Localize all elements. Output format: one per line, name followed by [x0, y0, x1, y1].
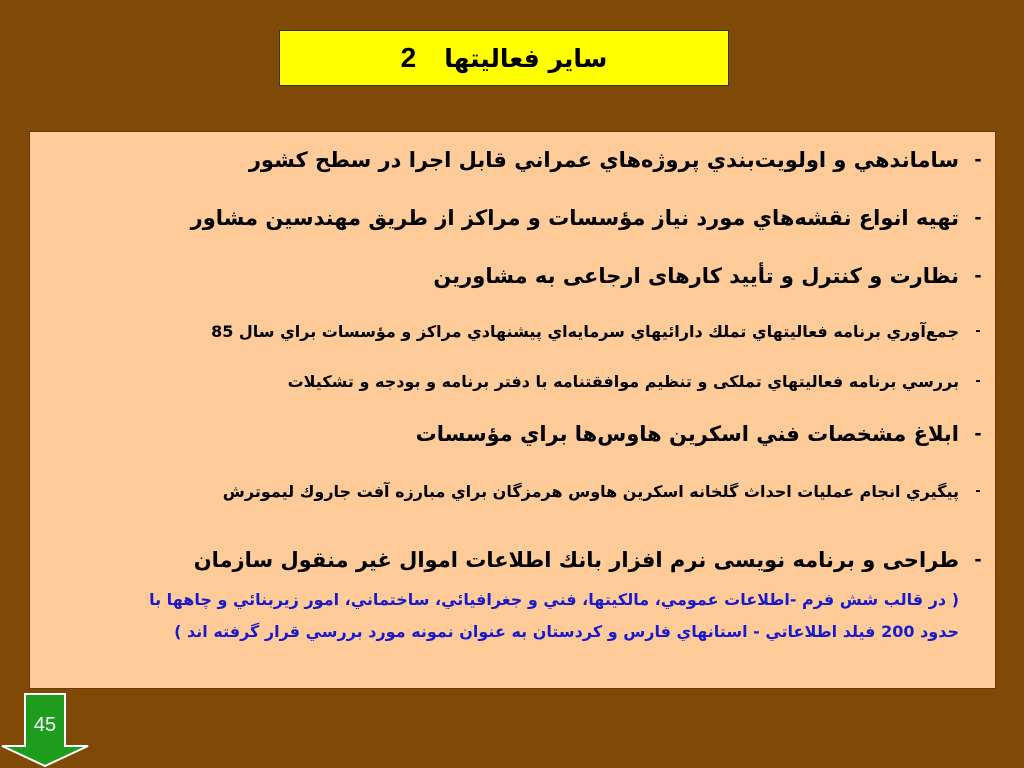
- bullet-dash: -: [975, 482, 981, 499]
- bullet-dash: -: [974, 264, 982, 287]
- note-line: حدود 200 فيلد اطلاعاتي - استانهاي فارس و كردستان به عنوان نمونه مورد بررسي قرار گرفته اند ): [174, 622, 959, 641]
- list-item-text: جمع‌آوري برنامه فعاليتهاي تملك دارائيهاي سرمايه‌اي پيشنهادي مراكز و مؤسسات براي سال 85: [211, 322, 959, 341]
- list-item-text: پيگيري انجام عمليات احداث گلخانه اسكرين هاوس هرمزگان براي مبارزه آفت جاروك ليموترش: [222, 482, 959, 501]
- list-item-text: طراحی و برنامه نويسی نرم افزار بانك اطلاعات اموال غير منقول سازمان: [193, 548, 959, 572]
- slide-title: [279, 30, 729, 86]
- list-item-text: ساماندهي و اولويت‌بندي پروژه‌هاي عمراني قابل اجرا در سطح كشور: [248, 148, 959, 172]
- content-panel: [29, 131, 996, 689]
- list-item-text: بررسي برنامه فعاليتهاي تملكی و تنظيم موافقتنامه با دفتر برنامه و بودجه و تشكيلات: [287, 372, 959, 391]
- slide-title-text: سایر فعالیتها: [444, 43, 608, 73]
- bullet-dash: -: [974, 206, 982, 229]
- page-number: 45: [33, 714, 57, 736]
- slide-title-number: 2: [400, 42, 417, 73]
- bullet-dash: -: [975, 322, 981, 339]
- list-item-text: تهيه انواع نقشه‌هاي مورد نياز مؤسسات و مراكز از طريق مهندسين مشاور: [190, 206, 959, 230]
- bullet-dash: -: [974, 548, 982, 571]
- bullet-dash: -: [974, 422, 982, 445]
- note-line: ( در قالب شش فرم -اطلاعات عمومي، مالكيتها، فني و جغرافيائي، ساختماني، امور زيربنائي و چاهها با: [149, 590, 959, 609]
- bullet-dash: -: [975, 372, 981, 389]
- list-item-text: ابلاغ مشخصات فني اسكرين هاوس‌ها براي مؤسسات: [415, 422, 959, 446]
- bullet-dash: -: [974, 148, 982, 171]
- list-item-text: نظارت و كنترل و تأييد كارهای ارجاعی به مشاورين: [433, 264, 959, 288]
